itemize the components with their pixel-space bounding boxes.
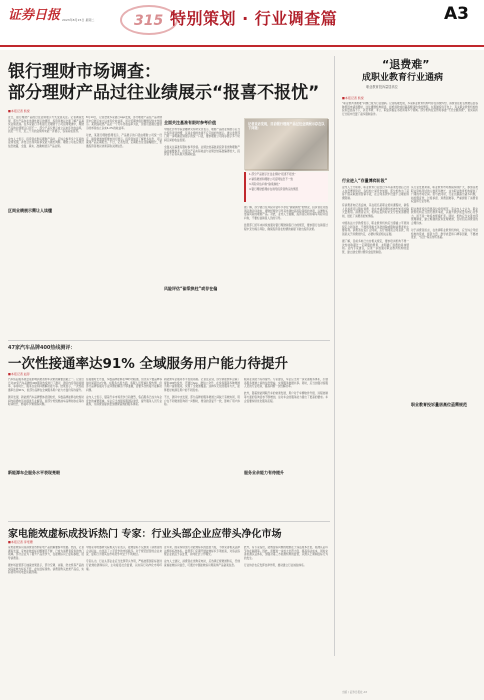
- article3-column-1: 汽车售后服务质量是影响消费者购车决策的重要因素之一。记者近日对47家汽车品牌的400服务热线进行了测评，测评内容包括接通率、等待时长、服务态度和问题解决能力等。结果显示，一次性接通率达到91%，但部分品牌在全域服务用户能力方面仍有待提升。 测评发现，新能源汽车品牌整体表现较好，多数品牌能够在较短时间内接通电话并提供专业解答。而部分传统燃油车品牌则存在等待时间较长、转接环节繁琐等问题。: [8, 378, 84, 407]
- newspaper-logo: 证券日报: [8, 8, 61, 23]
- article1-column-4: 据了解，部分银行在风险评估环节存在“偷梁换柱”的情况，投资者在完成风险测评问卷时，理财经理会引导其选择较高风险等级的选项，以便购买更高风险的理财产品。对此，业内人士提醒，投资者应如实填写风险评估问卷，不要轻信销售人员的引导。 监管部门近年来持续加强对银行理财销售行为的规范，要求银行在销售过程中充分揭示风险，确保投资者在知情的前提下做出投资决策。: [244, 206, 328, 231]
- section-rule: [8, 521, 330, 522]
- article2-column-1: 业内人士分析称，职业教育行业经过多年高速发展后已进入存量博弈阶段，各机构之间竞争加剧，部分机构为了获客不惜采取激进营销手段，在合同条款中设置不合理的退费限制。 有消费者向记者反映，其在报名某职业培训课程时，销售人员承诺可以随时退费，但在申请退费时却被告知需扣除大量费用。消费者认为，机构在签约时未充分告知退费规则，侵犯了消费者的知情权。 中国政法大学教授表示，职业教育机构应当遵循公平原则拟定合同条款，不得利用格式条款排除或限制消费者的主要权利。消费者在签订合同前，应仔细阅读合同条款，特别是关于退费的约定，必要时保留相关证据。 据了解，目前多地已出台相关规定，要求培训机构不得一次性收取超过一定期限的费用，并明确了退费的具体规则。业内专家建议，应进一步加强对职业教育机构的监管，建立健全预付费资金监管制度。: [342, 186, 409, 254]
- subhead-nev-service: 新能源车企服务水平表现亮眼: [8, 470, 60, 475]
- article4-column-1: 家电能效标识是消费者选购家电产品的重要参考依据。然而，记者调查发现，家电能效虚标问题屡见不鲜，已成为消费者投诉的热门领域。部分企业为了提升产品竞争力，在能效标识上虚标参数，误导消费者。 据市场监管部门抽查结果显示，部分空调、冰箱、洗衣机等产品的实际能效与标识不符，存在虚标现象。消费者购买此类产品后，实际使用中耗电量远超预期。: [8, 546, 84, 575]
- subhead-service-capacity: 服务业余能力有待提升: [244, 470, 284, 475]
- article4-byline: ■本报记者 李雯珊: [8, 540, 33, 544]
- article-bank-wealth: [8, 62, 328, 104]
- byline: ■本报记者 熊悦: [8, 109, 30, 113]
- column-divider: [334, 56, 335, 656]
- article4-column-3: 近年来，国家持续加大对能效标识的监管力度，不断完善相关法律法规和标准体系。监管部门定期开展能效标识专项检查，对违法违规企业依法予以处罚，并向社会公开曝光。 业内人士建议，消费者在选购家电时，应选择正规渠道购买，仔细查看能效标识信息，可通过中国能效标识网查询产品备案信息。: [164, 546, 240, 567]
- masthead: [0, 0, 484, 50]
- article2-headline: “退费难”: [382, 58, 430, 71]
- callout-item: 1.部分产品展示过往业绩时“报喜不报忧”: [249, 173, 296, 176]
- article2-subline: 职业教育投诉量居高位: [366, 85, 398, 89]
- article2-intro: “职业教育退费难”问题已成为行业通病。记者梳理发现，多家职业教育机构均存在退费纠纷，消费者在报名缴费后因各种原因申请退费时，往往遭遇机构拖延、拒绝退款或扣除高额违约金的情况。在黑猫投诉平台上，有关职业教育机构的投诉量居高不下，涉及考研、考公、职业资格证书培训等多个领域。部分机构在宣传时承诺“不过全额退费”，但实际执行过程中设置了诸多限制条件。: [342, 102, 478, 116]
- callout-item: 3.风险评估问卷“偷梁换柱”: [249, 183, 281, 186]
- article4-column-4: 此外，有专家指出，能效虚标问题的根源在于违法成本过低、检测认证环节存在漏洞等。因此，需要进一步加大处罚力度，提高违法成本，同时完善检测认证体系，加强对第三方检测机构的监管，从源头上遏制虚标行为的发生。 行业协会也应发挥自律作用，推动建立行业诚信体系。: [244, 546, 328, 567]
- article3-column-2: 在接通时长方面，多数品牌能够在30秒内接通，但也有少数品牌等待时间超过2分钟。在服务态度方面，客服人员普遍礼貌热情，但部分品牌客服对专业问题的解答不够准确，需要多次转接才能解决问题。 业内人士表示，随着汽车市场竞争日趋激烈，售后服务已成为车企竞争的重要领域。车企应当加强客服团队建设，提升服务人员专业素养，为消费者提供更加便捷高效的服务体验。: [86, 378, 162, 407]
- subhead-complaints: 职业教育投诉量居高位亟需规范: [411, 402, 467, 407]
- article4-column-2: 中国家用电器研究院相关专家表示，能效虚标不仅损害了消费者的合法权益，也扰乱了公平竞争的市场秩序。对于规范经营的企业来说，虚标行为使其在市场竞争中处于不利地位。 专家认为，行业头部企业应当发挥带头作用，严格按照国家标准进行能效检测和标识，主动接受社会监督，以实际行动净化市场环境。: [86, 546, 162, 571]
- callout-item: 2.销售渠道和理财公司官网信息不一致: [249, 178, 293, 181]
- article3-column-4: 服务业余能力有待提升。专家建议，车企应当进一步完善服务体系，打通各服务渠道之间的信息壁垒，实现服务数据共享。同时，应当加强对客服人员的专业培训，提高问题一次性解决率。 此外，随着智能网联汽车的快速发展，用户对于车辆软件升级、远程控制等方面的咨询需求不断增加，这对车企的服务能力提出了更高的要求。车企需要持续优化服务流程。: [244, 378, 328, 403]
- article1-column-3: 中国社会科学院金融研究所研究员表示，理财产品的业绩展示应当让投资者读得懂，区间业绩的选择不应只挑好的展示。建议监管部门进一步明确业绩展示的统一口径，要求理财公司同步展示多个时间区间的收益表现。 全面关注基准有限时参考价值。业绩比较基准是投资者选购理财产品的重要参考，但部分产品实际收益与业绩比较基准偏离较大，投资者不应将其视为预期收益。: [164, 128, 240, 157]
- article3-headline: 一次性接通率达91% 全域服务用户能力待提升: [8, 356, 289, 372]
- article2-column-2: 从行业发展来看，职业教育市场规模持续扩大，参加各类职业资格考试的人数逐年增长，这为职业教育机构提供了广阔的市场空间。但与此同时，行业也暴露出诸多问题，如虚假宣传、过度承诺、退费困难等，严重损害了消费者权益和行业形象。 职业教育投诉量居高位亟需规范。有业内人士认为，职业教育机构应当回归教育本质，以提升教学质量为核心竞争力，而不是一味追求规模扩张。同时，机构应当完善内部管理制度，建立畅通的投诉处理渠道，及时回应消费者的合理诉求。 对于消费者而言，在选择职业教育机构时，应当综合考虑机构的资质、师资力量、教学质量和口碑等因素，不要被低价、“包过”等宣传所迷惑。: [411, 186, 478, 240]
- header-rule: [0, 45, 484, 47]
- subhead-stock-game: 行业进入“存量博弈阶段”: [342, 178, 388, 183]
- callout-item: 4.银行理财经理存在诱导投资者购买的情况: [249, 188, 299, 191]
- article1-column-1: 近日，银行理财产品的过往业绩展示方式受到关注。记者调查发现，部分产品存在选择性展示的情况，投资者难以全面了解产品真实业绩表现。在多家银行手机银行及理财子公司官网渠道中，理财产品的业绩展示口径不一，部分产品仅展示成立以来年化收益率，而近一个月、近三个月的业绩却未能一并展示，容易造成误导。 业内人士表示，投资者在购买理财产品时，应综合参考多个区间的业绩表现，并结合自身风险承受能力做出判断。理财公司也应规范信息披露，全面、真实、准确地展示产品业绩。: [8, 116, 84, 148]
- subhead-benchmark: 全面关注基准有限时参考价值: [164, 120, 216, 125]
- section-rule: [8, 340, 330, 341]
- article4-headline: 家电能效虚标成投诉热门 专家：行业头部企业应带头净化市场: [8, 529, 282, 540]
- article3-column-3: 新能源车企服务水平表现亮眼。记者注意到，部分新能源车企除了提供400热线外，还通过App、微信公众号、在线客服等多种渠道为用户提供服务，实现了全渠道覆盖。这种多元化的服务方式，能够更好地满足用户的不同需求。 不过，测评中也发现，部分品牌的服务渠道之间缺乏有效协同，用户在不同渠道咨询同一问题时，得到的答复不一致，影响了用户体验。: [164, 378, 240, 407]
- callout-title: 记者采访发现，目前银行理财产品过往业绩展示存在以下问题：: [248, 122, 325, 131]
- article3-kicker: 47家汽车品牌400热线测评：: [8, 345, 76, 351]
- article3-byline: ■本报记者 赵彤: [8, 372, 30, 376]
- article2-byline: ■本报记者 熊悦: [342, 96, 364, 100]
- headline-line-2: 部分理财产品过往业绩展示“报喜不报忧”: [8, 83, 320, 103]
- date-line: 2023年8月15日 星期二: [62, 18, 95, 22]
- article1-column-2: 8月14日，记者登录多家银行App发现，部分理财产品在产品详情页中仅展示成立以来年化收益率，而对近期净值回撤情况则未作提示。某款固收类产品近一个月年化收益率为负，但首页显眼位置展示的却是成立以来4.2%的收益率。 对此，某银行理财经理表示，产品展示的口径由理财公司统一设定，销售渠道按照要求进行展示。投资者如需了解更多信息，可以查阅产品定期报告。不过，记者发现，定期报告往往篇幅较长，普通投资者难以快速获取关键信息。: [86, 116, 162, 148]
- callout-box: [244, 118, 328, 170]
- callout-list: [244, 172, 328, 202]
- section-title: 特别策划 · 行业调查篇: [170, 9, 338, 28]
- page-number: A3: [444, 4, 469, 24]
- subhead-interval-performance: 区间业绩展示需让人读懂: [8, 208, 52, 213]
- anniversary-badge: 315: [120, 5, 178, 35]
- page-footer: 出版 / 证券日报社 A3: [342, 691, 367, 694]
- headline-line-1: 银行理财市场调查：: [8, 62, 161, 82]
- subhead-risk-eval: 风险评估“偷梁换柱”或存在偏: [164, 286, 218, 291]
- article2-headline-2: 成职业教育行业通病: [362, 73, 444, 83]
